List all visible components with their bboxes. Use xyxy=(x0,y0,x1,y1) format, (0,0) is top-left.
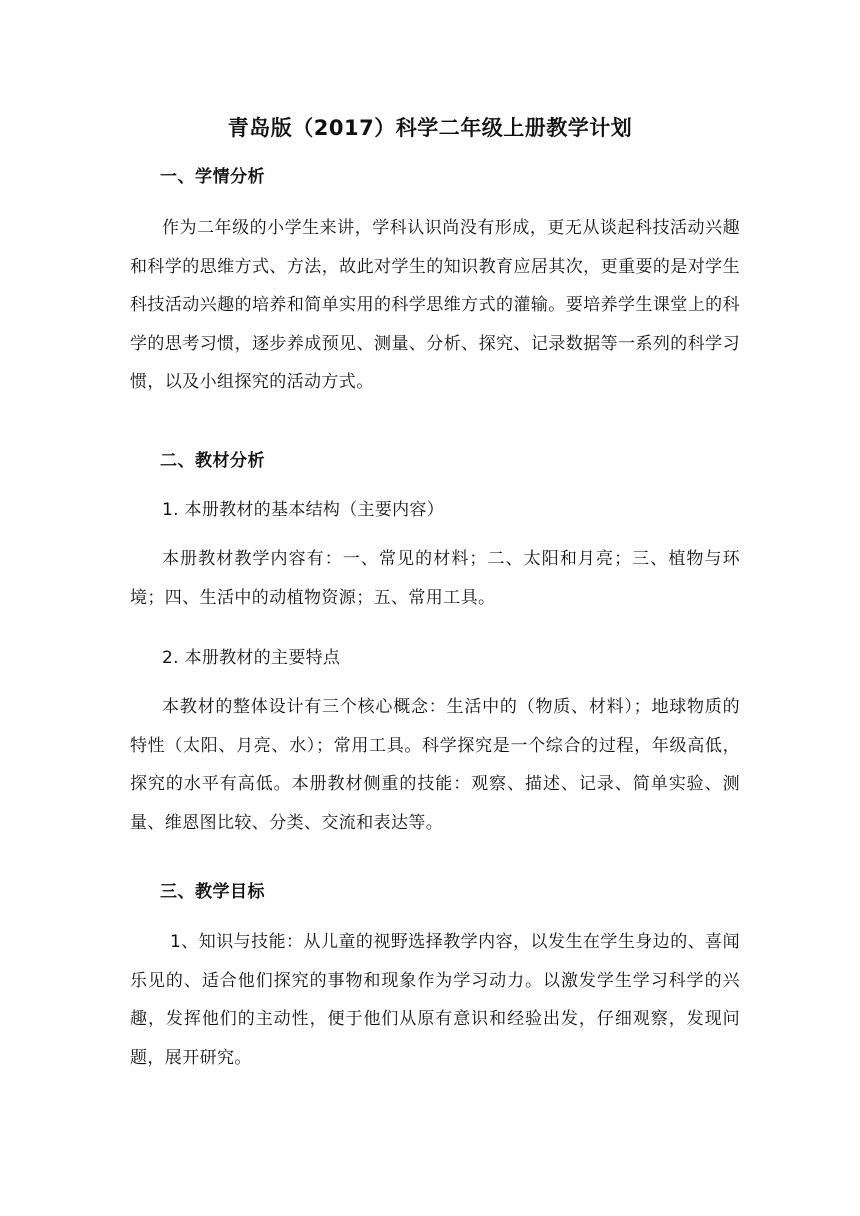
section-heading-textbook-analysis: 二、教材分析 xyxy=(160,451,265,471)
section-heading-student-analysis: 一、学情分析 xyxy=(160,167,265,187)
subheading-textbook-features: 2. 本册教材的主要特点 xyxy=(162,648,341,668)
subheading-textbook-structure: 1. 本册教材的基本结构（主要内容） xyxy=(162,500,445,520)
document-title: 青岛版（2017）科学二年级上册教学计划 xyxy=(227,116,633,140)
paragraph-textbook-features: 本教材的整体设计有三个核心概念：生活中的（物质、材料）；地球物质的特性（太阳、月亮、水）；常用工具。科学探究是一个综合的过程，年级高低，探究的水平有高低。本册教材侧重的技能：观察、描述、记录、简单实验、测量、维恩图比较、分类、交流和表达等。 xyxy=(130,697,740,833)
paragraph-knowledge-skills: 1、知识与技能：从儿童的视野选择教学内容，以发生在学生身边的、喜闻乐见的、适合他们探究的事物和现象作为学习动力。以激发学生学习科学的兴趣，发挥他们的主动性，便于他们从原有意识和经验出发，仔细观察，发现问题，展开研究。 xyxy=(130,932,740,1068)
section-heading-teaching-goals: 三、教学目标 xyxy=(160,882,265,902)
paragraph-student-analysis: 作为二年级的小学生来讲，学科认识尚没有形成，更无从谈起科技活动兴趣和科学的思维方式、方法，故此对学生的知识教育应居其次，更重要的是对学生科技活动兴趣的培养和简单实用的科学思维方式的灌输。要培养学生课堂上的科学的思考习惯，逐步养成预见、测量、分析、探究、记录数据等一系列的科学习惯，以及小组探究的活动方式。 xyxy=(130,218,740,392)
paragraph-textbook-structure: 本册教材教学内容有：一、常见的材料；二、太阳和月亮；三、植物与环境；四、生活中的动植物资源；五、常用工具。 xyxy=(130,549,740,608)
